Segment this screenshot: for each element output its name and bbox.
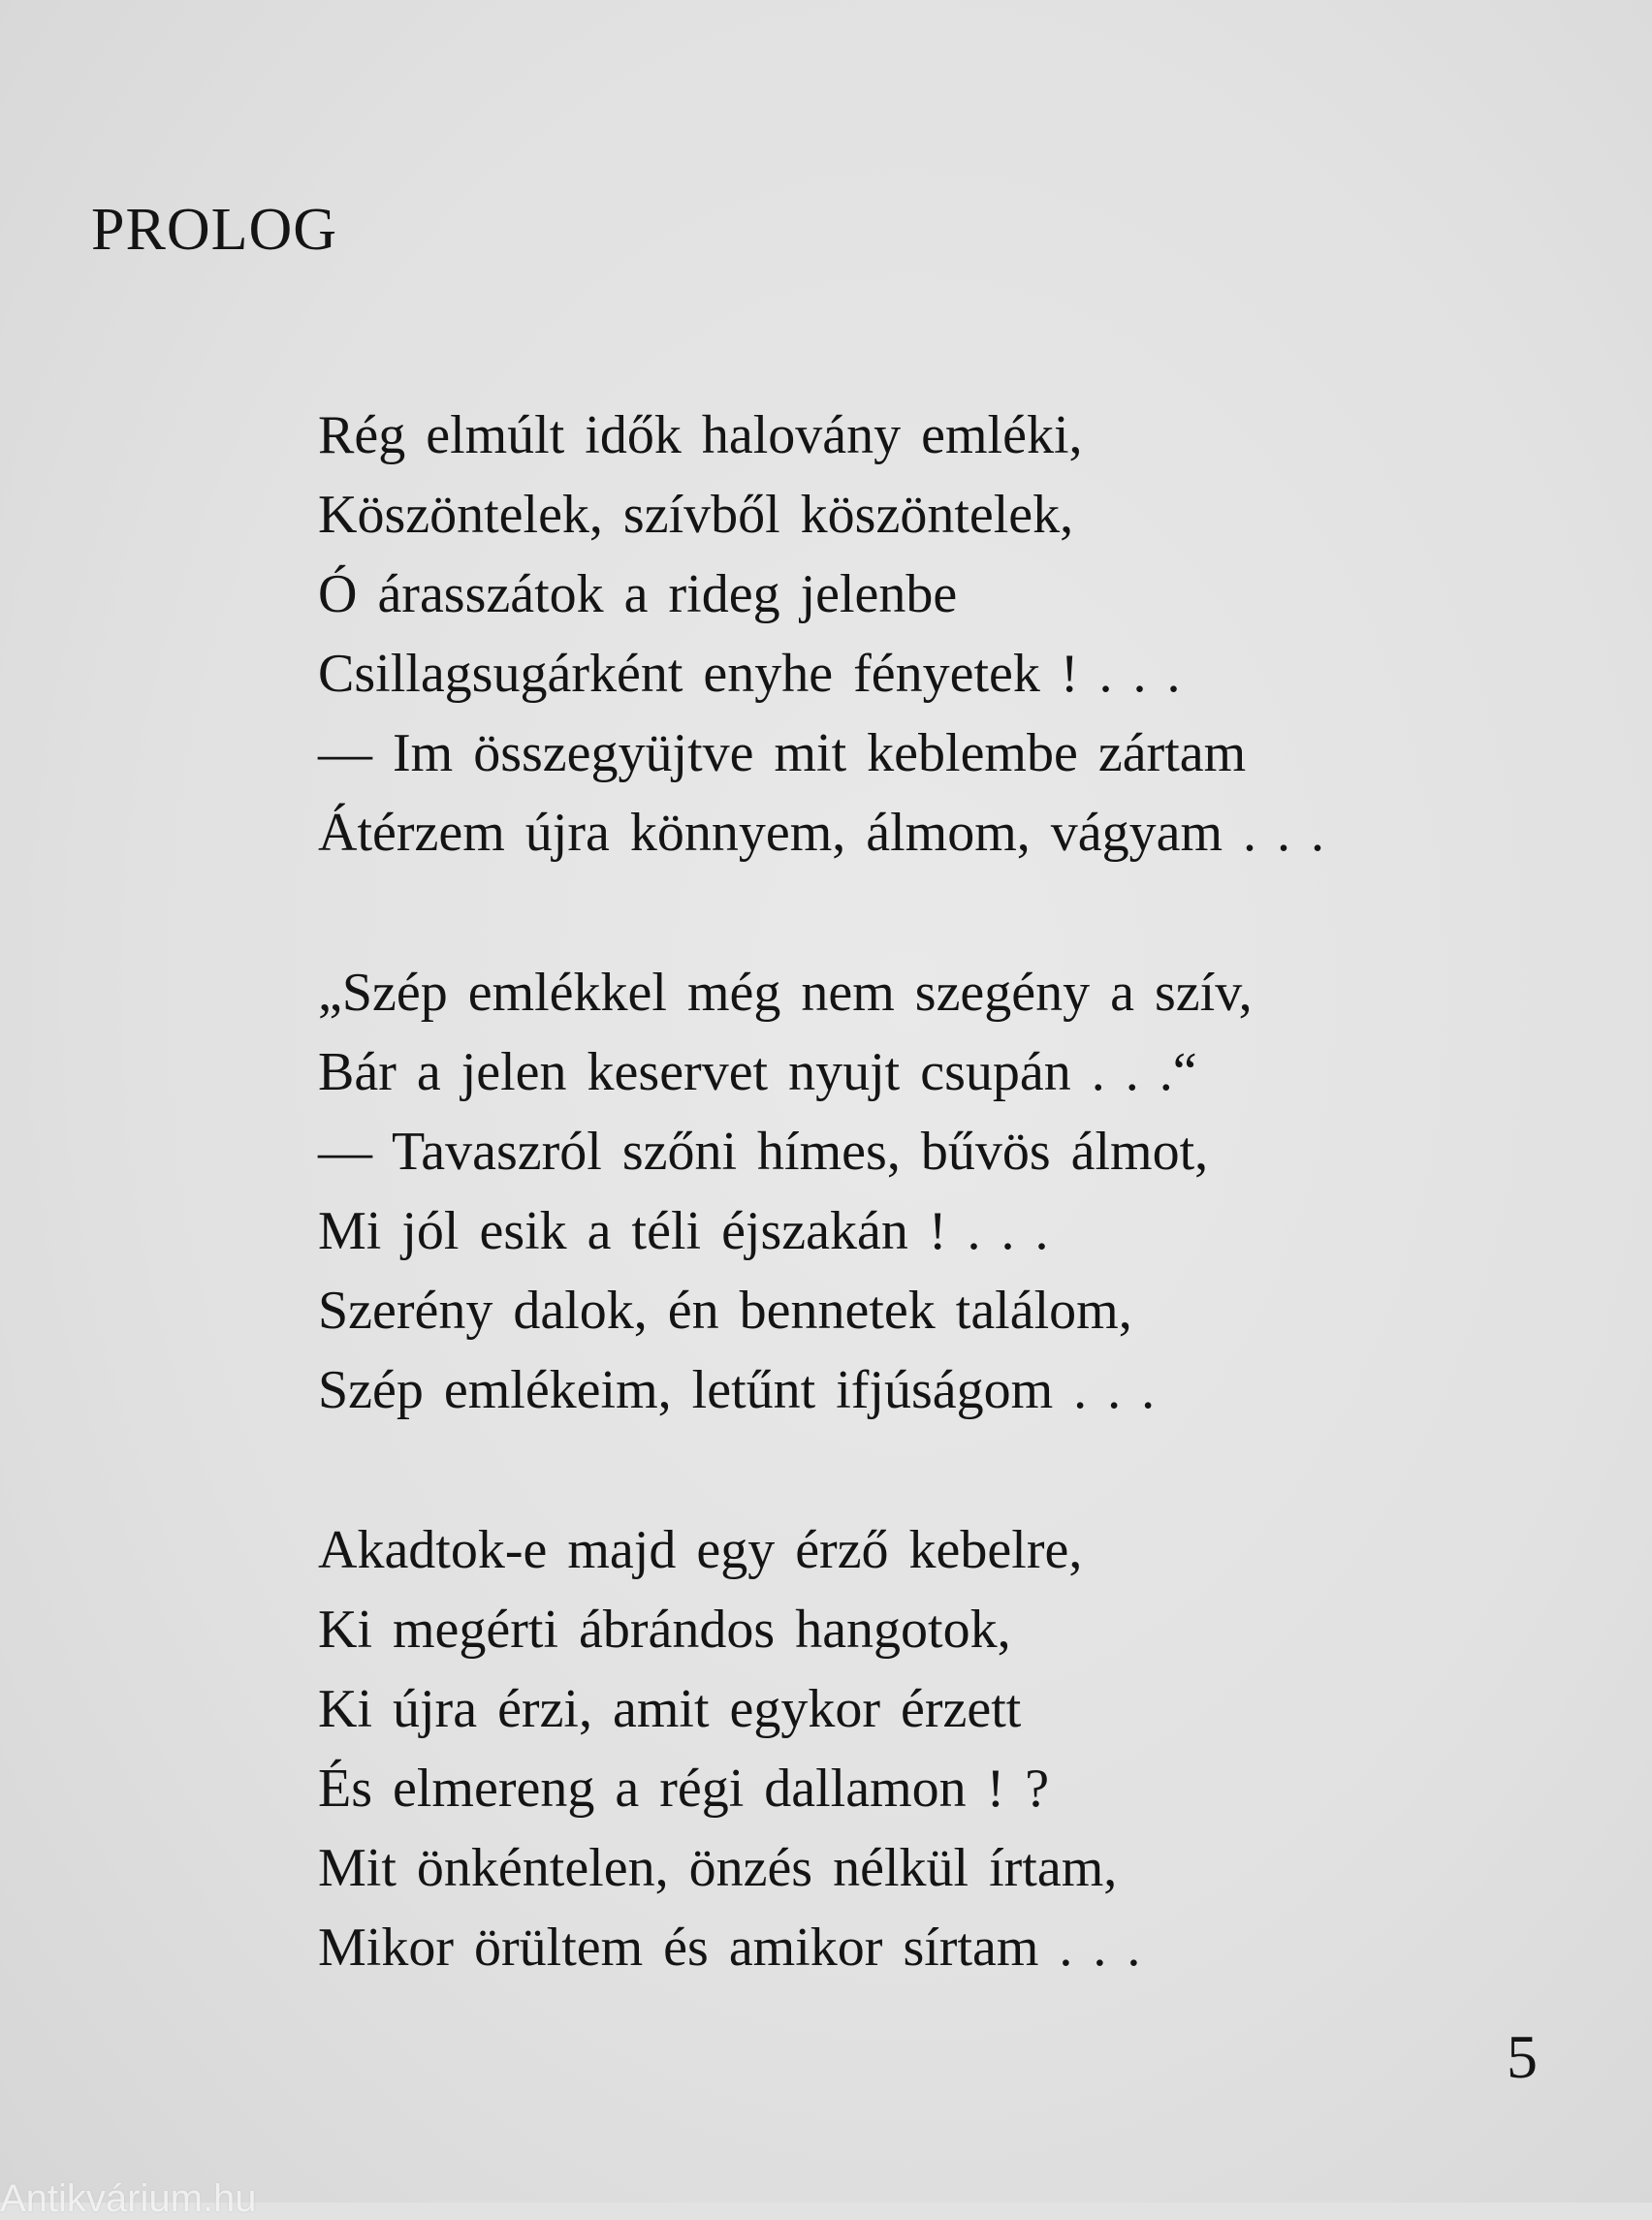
stanza-2: [318, 953, 1578, 1430]
poem-line: Szerény dalok, én bennetek találom,: [318, 1281, 1132, 1341]
stanza-1: [318, 396, 1578, 872]
poem-line: „Szép emlékkel még nem szegény a szív,: [318, 963, 1253, 1023]
poem-line: Bár a jelen keservet nyujt csupán . . .“: [318, 1042, 1197, 1102]
poem-line: Szép emlékeim, letűnt ifjúságom . . .: [318, 1360, 1156, 1420]
poem-line: Rég elmúlt idők halovány emléki,: [318, 405, 1083, 465]
poem-line: — Im összegyüjtve mit keblembe zártam: [318, 723, 1247, 783]
poem-line: — Tavaszról szőni hímes, bűvös álmot,: [318, 1122, 1209, 1182]
watermark: Antikvárium.hu: [0, 2177, 257, 2220]
poem-line: Akadtok-e majd egy érző kebelre,: [318, 1520, 1083, 1580]
poem-line: Mi jól esik a téli éjszakán ! . . .: [318, 1201, 1049, 1261]
poem-line: Mikor örültem és amikor sírtam . . .: [318, 1918, 1141, 1978]
poem-line: Csillagsugárként enyhe fényetek ! . . .: [318, 644, 1181, 704]
poem-line: Ó árasszátok a rideg jelenbe: [318, 564, 958, 624]
poem-body: [318, 396, 1578, 2068]
page-number: 5: [1507, 2022, 1538, 2091]
poem-line: Átérzem újra könnyem, álmom, vágyam . . .: [318, 803, 1325, 863]
stanza-3: [318, 1510, 1578, 1987]
poem-line: Ki újra érzi, amit egykor érzett: [318, 1679, 1022, 1739]
poem-line: Mit önkéntelen, önzés nélkül írtam,: [318, 1838, 1118, 1898]
poem-line: És elmereng a régi dallamon ! ?: [318, 1759, 1050, 1819]
poem-line: Ki megérti ábrándos hangotok,: [318, 1600, 1011, 1660]
poem-title: PROLOG: [91, 197, 338, 263]
poem-line: Köszöntelek, szívből köszöntelek,: [318, 485, 1074, 545]
